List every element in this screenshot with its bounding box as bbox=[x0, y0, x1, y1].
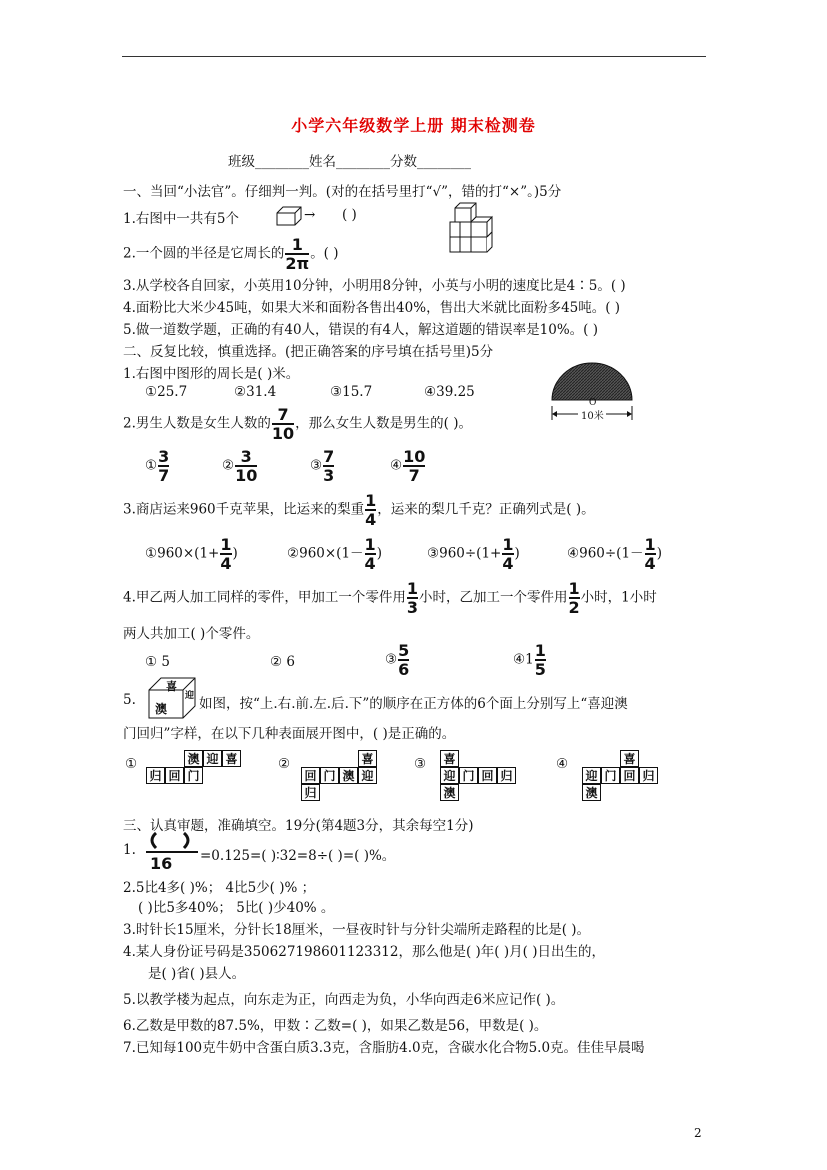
semicircle-length-label: 10米 bbox=[581, 411, 604, 422]
s2-q1: 1.右图中图形的周长是( )米。 bbox=[123, 366, 300, 382]
net4-cell: 喜 bbox=[620, 750, 639, 767]
s2-q2-opt3: ③ $\frac{7}{3}$ bbox=[310, 447, 335, 485]
net4-cell: 澳 bbox=[582, 784, 601, 801]
s3-q6: 6.乙数是甲数的87.5%，甲数∶乙数=( )，如果乙数是56，甲数是( )。 bbox=[123, 1018, 548, 1034]
s2-q4-line2: 两人共加工( )个零件。 bbox=[123, 626, 260, 642]
net4-cell: 归 bbox=[639, 767, 658, 784]
small-cube-icon bbox=[275, 205, 303, 227]
student-info-line: 班级________姓名________分数________ bbox=[228, 154, 471, 170]
s2-q4-opt1: ① 5 bbox=[145, 654, 170, 670]
net1-cell: 喜 bbox=[222, 750, 241, 767]
s1-q3: 3.从学校各自回家，小英用10分钟，小明用8分钟，小英与小明的速度比是4∶5。( ) bbox=[123, 278, 626, 294]
net4-cell: 迎 bbox=[582, 767, 601, 784]
section1-heading: 一、当回“小法官”。仔细判一判。(对的在括号里打“√”，错的打“×”。)5分 bbox=[123, 184, 562, 200]
net3-cell: 归 bbox=[497, 767, 516, 784]
s3-q1-denominator: 16 bbox=[150, 854, 173, 873]
s3-q4b: 是( )省( )县人。 bbox=[148, 966, 246, 982]
net2-cell: 喜 bbox=[358, 750, 377, 767]
net1-mark: ① bbox=[125, 756, 138, 772]
s2-q3-opt3: ③960÷(1+ $\frac{1}{4}$ ) bbox=[427, 535, 520, 573]
net3-cell: 澳 bbox=[440, 784, 459, 801]
s1-q5: 5.做一道数学题，正确的有40人，错误的有4人，解这道题的错误率是10%。( ) bbox=[123, 322, 598, 338]
page-number: 2 bbox=[694, 1126, 702, 1140]
s2-q4-opt4: ④1 $\frac{1}{5}$ bbox=[513, 641, 546, 679]
net1-cell: 归 bbox=[146, 767, 165, 784]
s2-q2: 2.男生人数是女生人数的 $\frac{7}{10}$ ，那么女生人数是男生的( )。 bbox=[123, 405, 472, 443]
s2-q3-opt2: ②960×(1－ $\frac{1}{4}$ ) bbox=[287, 535, 382, 573]
net3-cell: 迎 bbox=[440, 767, 459, 784]
s3-q1-text: =0.125=( )∶32=8÷( )=( )%。 bbox=[200, 848, 396, 864]
s2-q5-num: 5. bbox=[123, 692, 136, 708]
page-title: 小学六年级数学上册 期末检测卷 bbox=[291, 116, 536, 135]
cube-right-char: 迎 bbox=[185, 691, 195, 701]
net1-cell: 澳 bbox=[184, 750, 203, 767]
s1-q1-tail: → bbox=[304, 207, 316, 223]
net2-cell: 迎 bbox=[358, 767, 377, 784]
s2-q4-opt2: ② 6 bbox=[270, 654, 295, 670]
s3-q1-fraction-bar bbox=[146, 851, 198, 853]
s2-q5-line2: 门回归”字样，在以下几种表面展开图中，( )是正确的。 bbox=[123, 726, 456, 742]
s2-q4: 4.甲乙两人加工同样的零件，甲加工一个零件用 $\frac{1}{3}$ 小时，乙加工一个零件用 $\frac{1}{2}$ 小时，1小时 bbox=[123, 579, 657, 617]
cube-top-char: 喜 bbox=[166, 680, 177, 693]
section2-heading: 二、反复比较，慎重选择。(把正确答案的序号填在括号里)5分 bbox=[123, 344, 494, 360]
s3-q5: 5.以教学楼为起点，向东走为正，向西走为负，小华向西走6米应记作( )。 bbox=[123, 992, 565, 1008]
net4-mark: ④ bbox=[556, 756, 569, 772]
cube-front-char: 澳 bbox=[155, 702, 168, 716]
net2-cell: 澳 bbox=[339, 767, 358, 784]
s3-q3: 3.时针长15厘米，分针长18厘米，一昼夜时针与分针尖端所走路程的比是( )。 bbox=[123, 922, 591, 938]
s3-q2b: ( )比5多40%； 5比( )少40% 。 bbox=[138, 900, 335, 916]
semicircle-center-label: O bbox=[589, 398, 597, 408]
s2-q2-opt1: ① $\frac{3}{7}$ bbox=[145, 447, 170, 485]
net1-cell: 迎 bbox=[203, 750, 222, 767]
s1-q1-text: 1.右图中一共有5个 bbox=[123, 211, 239, 227]
net3-cell: 门 bbox=[459, 767, 478, 784]
s3-q2a: 2.5比4多( )%； 4比5少( )% ； bbox=[123, 880, 316, 896]
s1-q1-bracket: ( ) bbox=[342, 207, 357, 223]
stacked-cubes-figure bbox=[447, 200, 497, 254]
net4-cell: 门 bbox=[601, 767, 620, 784]
s2-q1-opt2: ②31.4 bbox=[234, 384, 277, 400]
s2-q1-opt4: ④39.25 bbox=[424, 384, 475, 400]
s2-q3-opt4: ④960÷(1－ $\frac{1}{4}$ ) bbox=[567, 535, 662, 573]
net2-cell: 归 bbox=[301, 784, 320, 801]
s2-q3: 3.商店运来960千克苹果，比运来的梨重 $\frac{1}{4}$ ，运来的梨几千克？正确列式是( )。 bbox=[123, 491, 595, 529]
net3-cell: 喜 bbox=[440, 750, 459, 767]
net2-cell: 回 bbox=[301, 767, 320, 784]
s1-q2: 2.一个圆的半径是它周长的 $\frac{1}{2\pi}$ 。( ) bbox=[123, 235, 339, 273]
section3-heading: 三、认真审题，准确填空。19分(第4题3分，其余每空1分) bbox=[123, 818, 474, 834]
s1-q4: 4.面粉比大米少45吨，如果大米和面粉各售出40%，售出大米就比面粉多45吨。( ) bbox=[123, 300, 621, 316]
net1-cell: 回 bbox=[165, 767, 184, 784]
s2-q2-opt2: ② $\frac{3}{10}$ bbox=[222, 447, 258, 485]
blank-numerator-parens bbox=[146, 831, 198, 851]
net2-mark: ② bbox=[278, 756, 291, 772]
header-rule bbox=[122, 56, 706, 57]
s2-q5-text: 如图，按“上.右.前.左.后.下”的顺序在正方体的6个面上分别写上“喜迎澳 bbox=[199, 696, 628, 712]
s2-q4-opt3: ③ $\frac{5}{6}$ bbox=[385, 641, 410, 679]
net3-cell: 回 bbox=[478, 767, 497, 784]
s2-q2-opt4: ④ $\frac{10}{7}$ bbox=[390, 447, 426, 485]
s2-q1-opt1: ①25.7 bbox=[145, 384, 188, 400]
s3-q1-num: 1. bbox=[123, 842, 136, 858]
s3-q7: 7.已知每100克牛奶中含蛋白质3.3克，含脂肪4.0克，含碳水化合物5.0克。佳佳早晨喝 bbox=[123, 1040, 645, 1056]
s2-q3-opt1: ①960×(1+ $\frac{1}{4}$ ) bbox=[145, 535, 238, 573]
net4-cell: 回 bbox=[620, 767, 639, 784]
s2-q1-opt3: ③15.7 bbox=[330, 384, 373, 400]
net2-cell: 门 bbox=[320, 767, 339, 784]
s3-q4a: 4.某人身份证号码是350627198601123312，那么他是( )年( )月( )日出生的， bbox=[123, 944, 605, 960]
net1-cell: 门 bbox=[184, 767, 203, 784]
net3-mark: ③ bbox=[414, 756, 427, 772]
